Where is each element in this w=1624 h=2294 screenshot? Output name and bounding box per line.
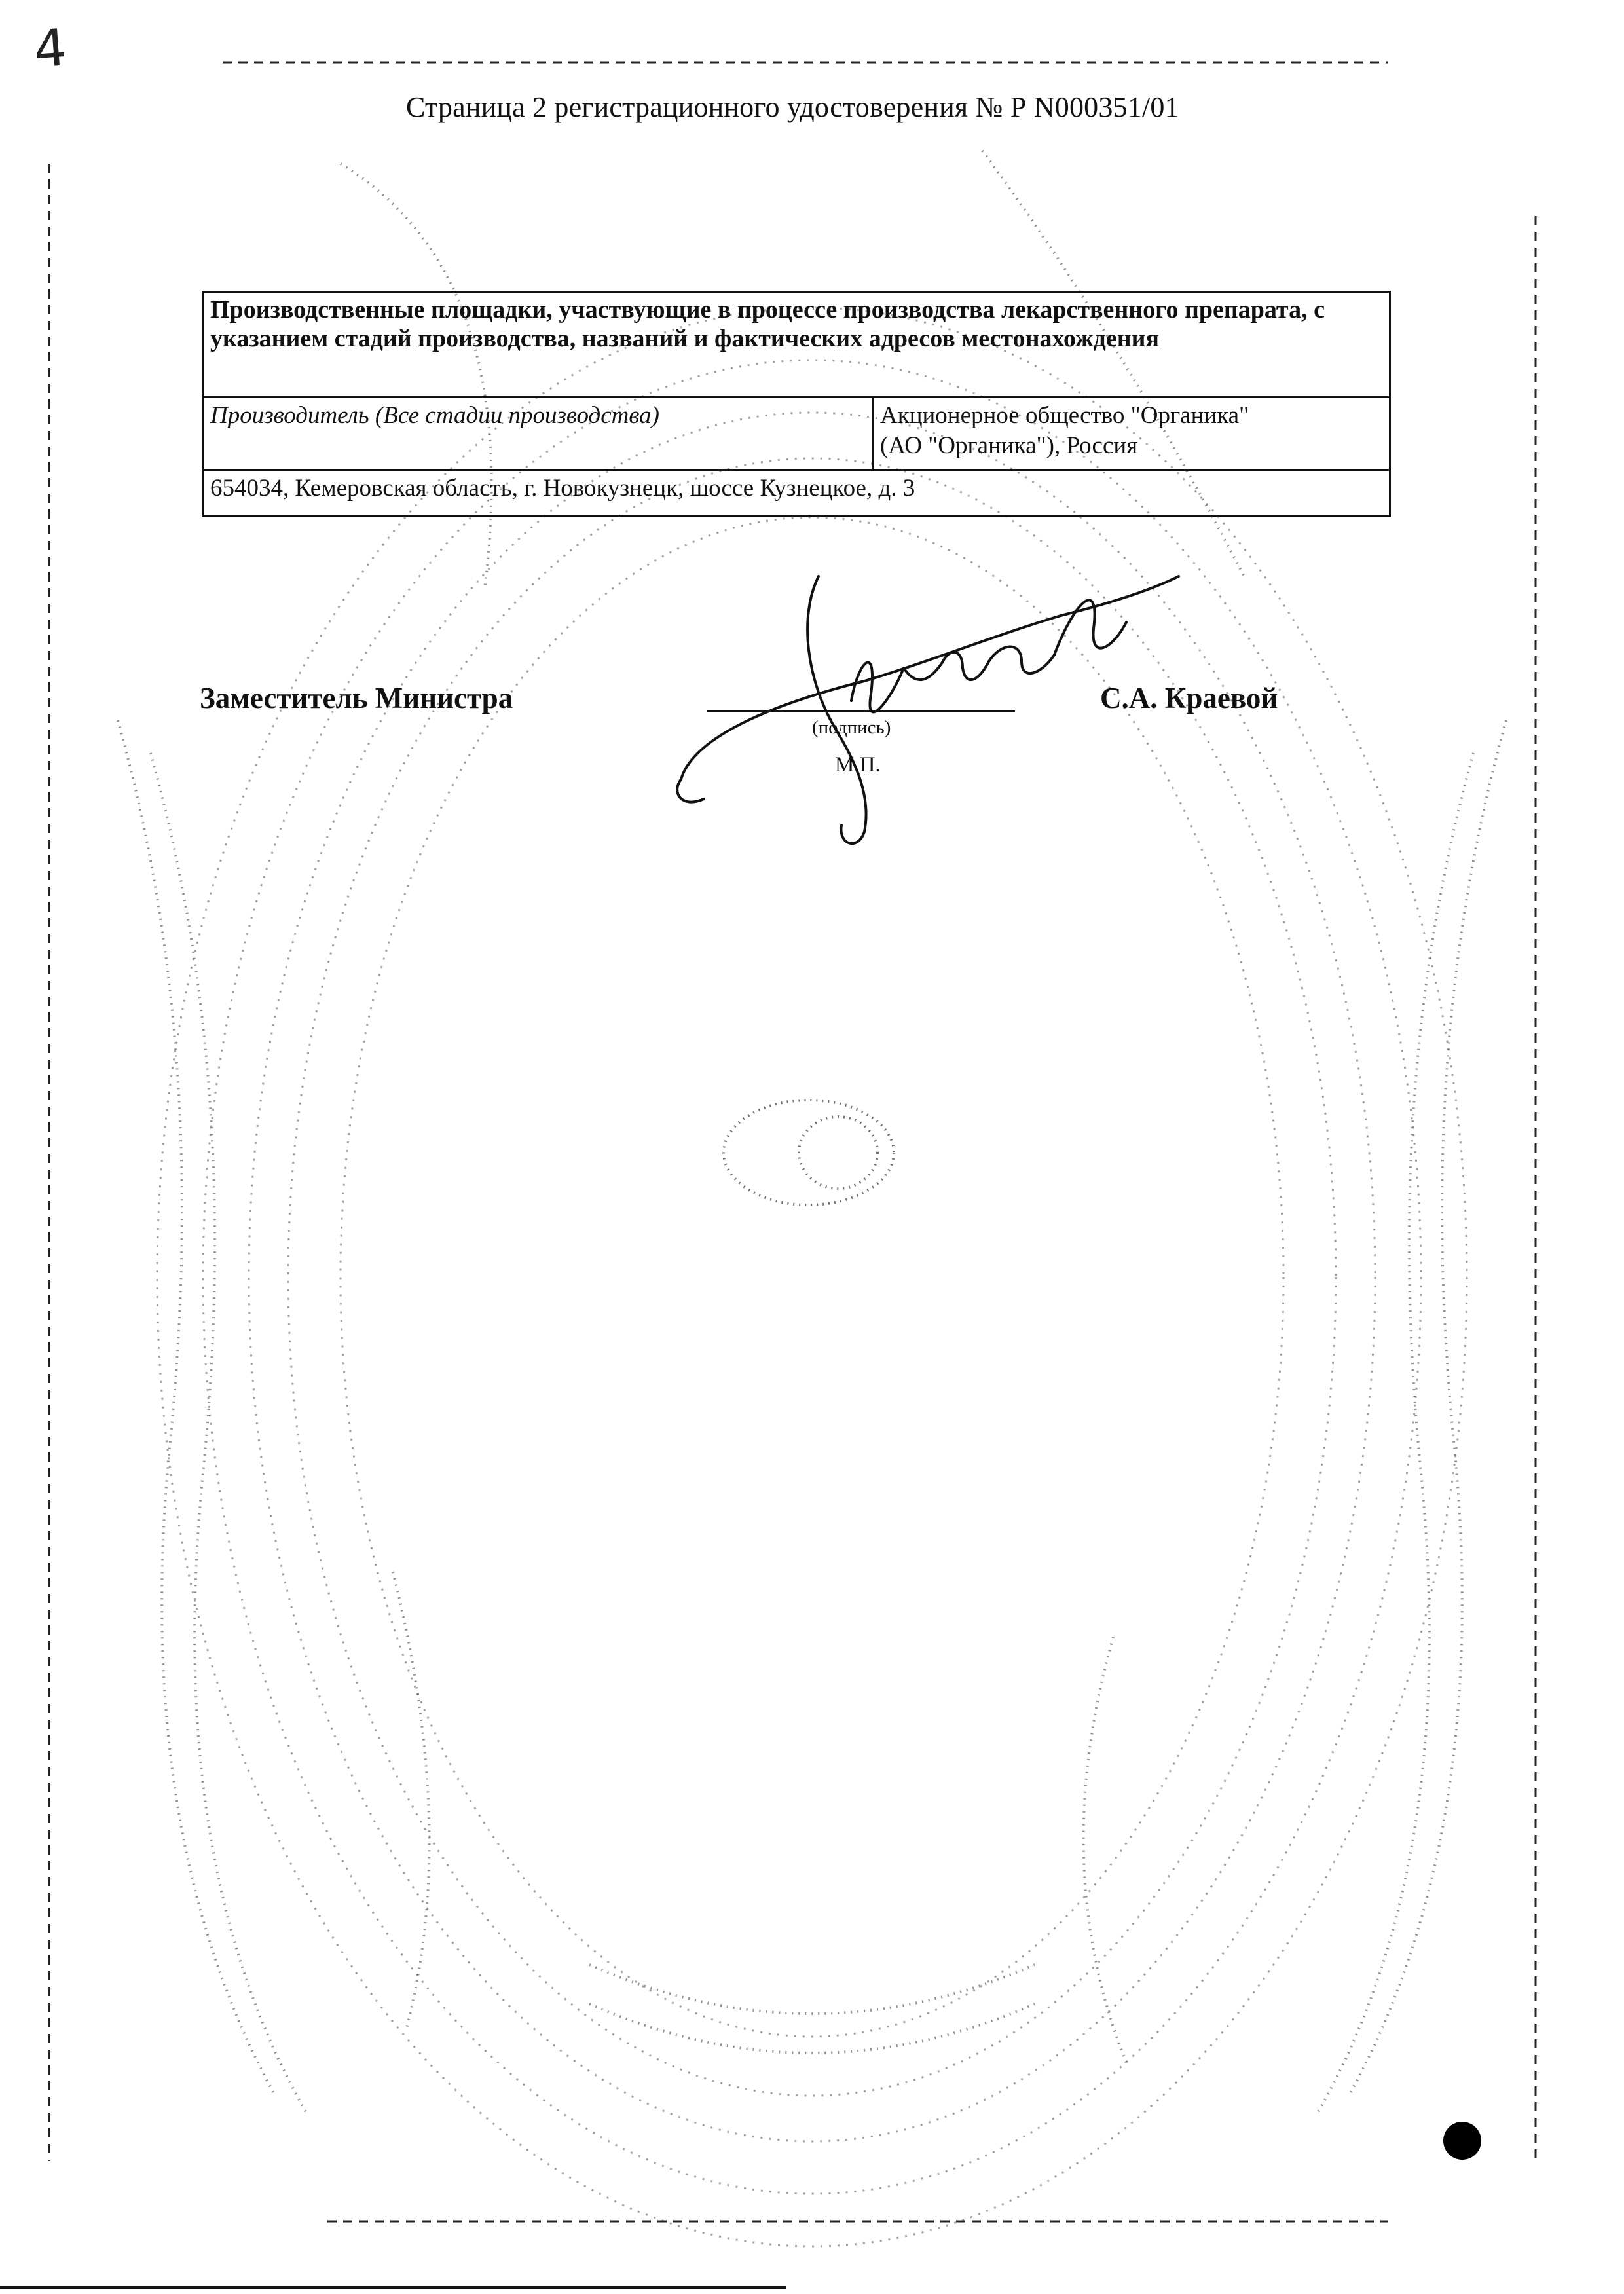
organization-short-name: (АО "Органика"), Россия	[880, 432, 1138, 459]
seal-place-label: М.П.	[835, 753, 881, 777]
organization-name: Акционерное общество "Органика"	[880, 402, 1249, 429]
signature-block	[0, 0, 1624, 917]
page-header: Страница 2 регистрационного удостоверения № Р N000351/01	[406, 91, 1179, 123]
signature-caption: (подпись)	[812, 717, 891, 738]
table-header-cell: Производственные площадки, участвующие в процессе производства лекарственного препарата, с указанием стадий производства, названий и фактических адресов местонахождения	[203, 292, 1390, 398]
punch-hole-mark	[1443, 2122, 1481, 2160]
manufacturer-role-cell: Производитель (Все стадии производства)	[203, 398, 873, 470]
page-number-mark: 4	[31, 18, 69, 80]
signer-name: С.А. Краевой	[1100, 682, 1278, 714]
handwritten-signature	[655, 550, 1218, 858]
address-cell: 654034, Кемеровская область, г. Новокузнецк, шоссе Кузнецкое, д. 3	[203, 470, 1390, 517]
signer-position: Заместитель Министра	[200, 682, 513, 714]
